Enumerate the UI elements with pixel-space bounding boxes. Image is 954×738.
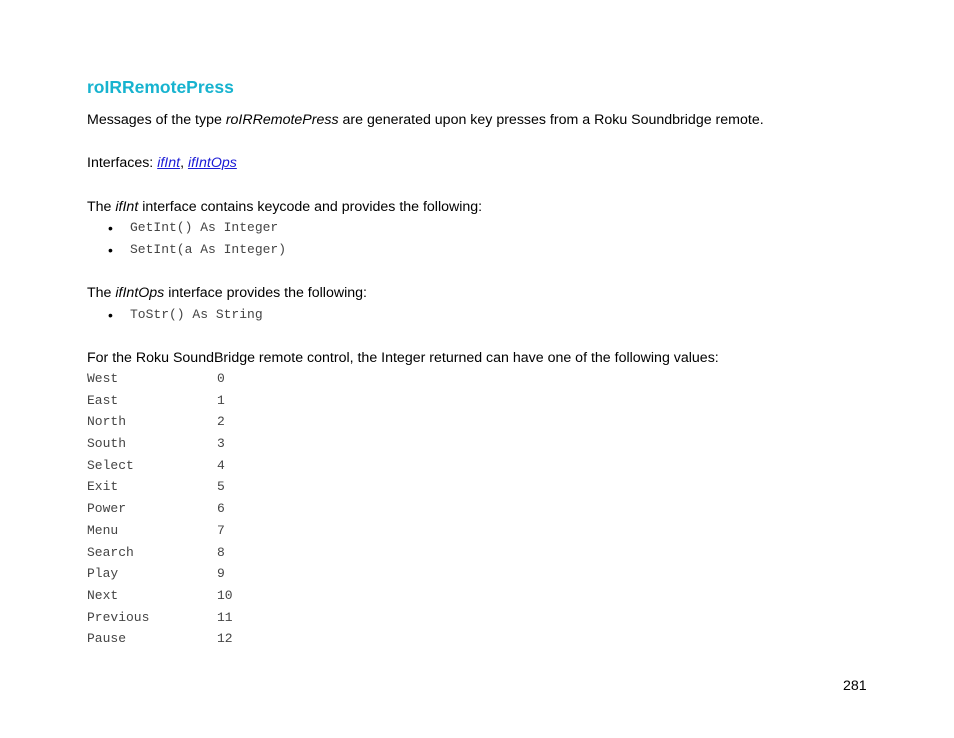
key-name: Exit (87, 479, 119, 495)
interfaces-separator: , (180, 155, 188, 171)
method-signature: ToStr() As String (130, 307, 263, 322)
intro-text-after: are generated upon key presses from a Roku Soundbridge remote. (338, 112, 764, 128)
values-intro: For the Roku SoundBridge remote control, the Integer returned can have one of the following values: (87, 350, 719, 366)
ifintops-desc-before: The (87, 285, 116, 301)
ifintops-method-list (87, 304, 263, 326)
intro-text-before: Messages of the type (87, 112, 226, 128)
interfaces-line (87, 154, 237, 172)
table-row (87, 563, 287, 585)
table-row (87, 368, 287, 390)
list-item (87, 217, 286, 239)
table-row (87, 455, 287, 477)
bullet-icon: • (108, 220, 113, 236)
key-name: Previous (87, 609, 150, 625)
ifint-description (87, 198, 482, 216)
intro-paragraph (87, 111, 764, 129)
method-signature: SetInt(a As Integer) (130, 242, 287, 257)
table-row (87, 585, 287, 607)
page-number: 281 (843, 678, 867, 694)
section-title: roIRRemotePress (87, 77, 234, 97)
ifint-method-list (87, 217, 286, 261)
key-name: Pause (87, 631, 127, 647)
key-name: Select (87, 457, 134, 473)
interfaces-label: Interfaces: (87, 155, 158, 171)
key-value: 10 (217, 587, 233, 603)
key-name: East (87, 392, 119, 408)
ifint-link[interactable]: ifInt (157, 155, 181, 171)
table-row (87, 390, 287, 412)
ifintops-desc-italic: ifIntOps (115, 285, 165, 301)
key-value: 7 (217, 522, 225, 538)
key-name: Next (87, 587, 119, 603)
key-value: 4 (217, 457, 225, 473)
bullet-icon: • (108, 307, 113, 323)
ifint-desc-italic: ifInt (115, 199, 139, 215)
key-name: Search (87, 544, 134, 560)
list-item (87, 304, 263, 326)
key-value: 8 (217, 544, 225, 560)
table-row (87, 628, 287, 650)
list-item (87, 239, 286, 261)
table-row (87, 411, 287, 433)
key-value: 6 (217, 501, 225, 517)
key-value: 11 (217, 609, 233, 625)
table-row (87, 433, 287, 455)
intro-type-name: roIRRemotePress (225, 112, 339, 128)
table-row (87, 607, 287, 629)
key-code-table (87, 368, 287, 650)
key-name: Power (87, 501, 127, 517)
method-signature: GetInt() As Integer (130, 220, 279, 235)
ifint-desc-after: interface contains keycode and provides the following: (138, 199, 483, 215)
ifintops-link[interactable]: ifIntOps (187, 155, 237, 171)
table-row (87, 542, 287, 564)
key-value: 1 (217, 392, 225, 408)
ifintops-description (87, 284, 367, 302)
key-name: South (87, 436, 127, 452)
bullet-icon: • (108, 242, 113, 258)
key-value: 9 (217, 566, 225, 582)
key-value: 12 (217, 631, 233, 647)
key-name: Play (87, 566, 119, 582)
key-value: 5 (217, 479, 225, 495)
key-name: Menu (87, 522, 119, 538)
table-row (87, 520, 287, 542)
key-value: 0 (217, 371, 225, 386)
table-row (87, 498, 287, 520)
ifint-desc-before: The (87, 199, 116, 215)
key-name: North (87, 414, 127, 430)
key-name: West (87, 371, 119, 386)
table-row (87, 476, 287, 498)
key-value: 2 (217, 414, 225, 430)
key-value: 3 (217, 436, 225, 452)
ifintops-desc-after: interface provides the following: (164, 285, 367, 301)
